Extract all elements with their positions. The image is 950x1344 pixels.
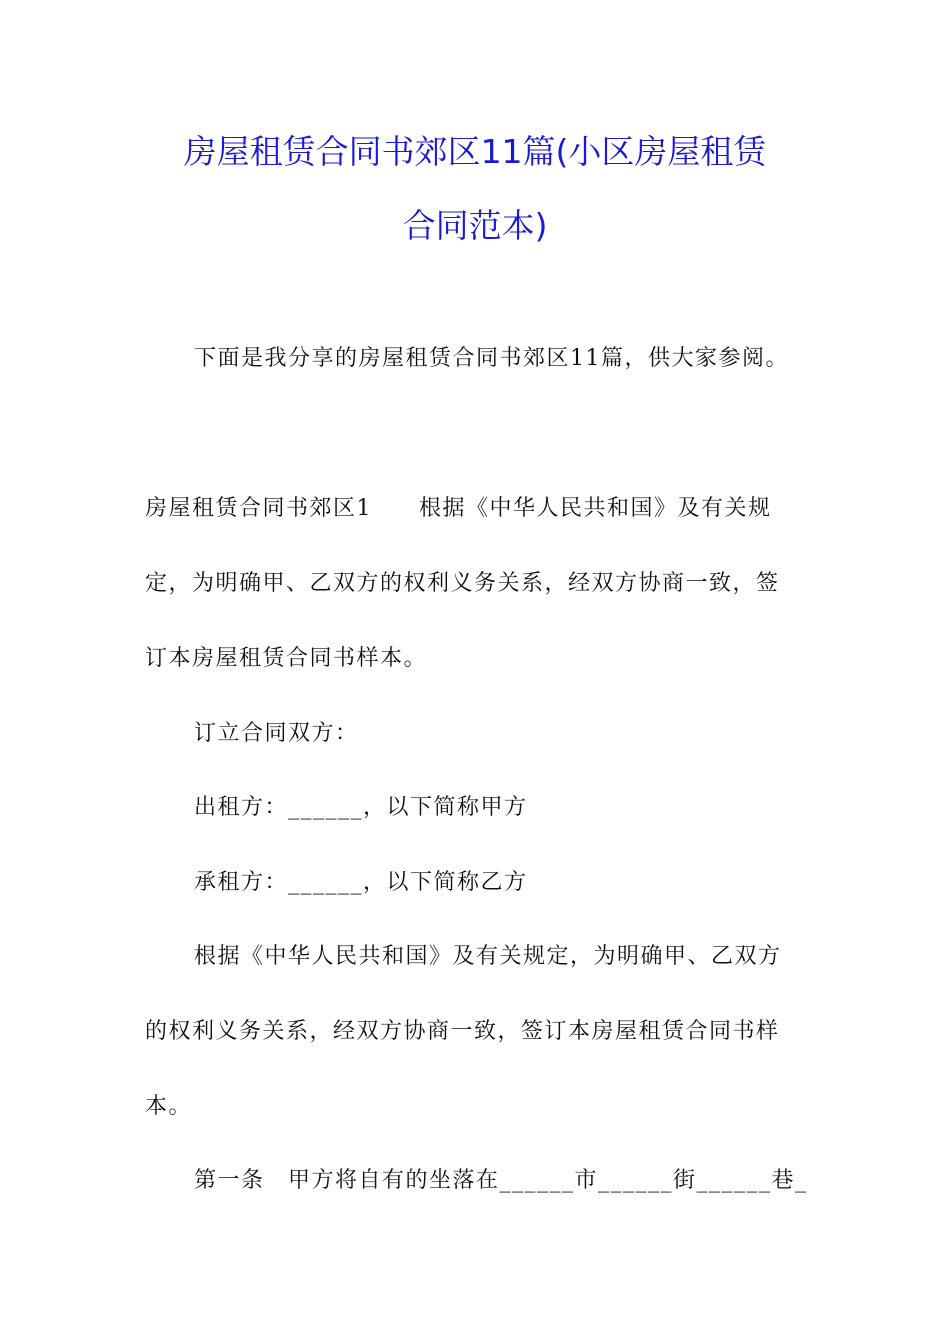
paragraph-1-line-2: 定，为明确甲、乙双方的权利义务关系，经双方协商一致，签 bbox=[145, 571, 780, 596]
paragraph-1-line-1: 房屋租赁合同书郊区1 根据《中华人民共和国》及有关规 bbox=[145, 496, 772, 521]
paragraph-1-line-3: 订本房屋租赁合同书样本。 bbox=[145, 646, 428, 671]
intro-paragraph: 下面是我分享的房屋租赁合同书郊区11篇，供大家参阅。 bbox=[194, 346, 789, 371]
paragraph-2-line-3: 本。 bbox=[145, 1094, 193, 1119]
article-1-line: 第一条 甲方将自有的坐落在______市______街______巷_ bbox=[194, 1168, 808, 1193]
lessee-line: 承租方：______，以下简称乙方 bbox=[194, 870, 528, 895]
document-title-line-2: 合同范本) bbox=[402, 206, 548, 245]
parties-heading: 订立合同双方： bbox=[194, 721, 359, 746]
paragraph-2-line-1: 根据《中华人民共和国》及有关规定，为明确甲、乙双方 bbox=[194, 944, 782, 969]
document-title-line-1: 房屋租赁合同书郊区11篇(小区房屋租赁 bbox=[183, 132, 767, 171]
paragraph-2-line-2: 的权利义务关系，经双方协商一致，签订本房屋租赁合同书样 bbox=[145, 1019, 780, 1044]
lessor-line: 出租方：______，以下简称甲方 bbox=[194, 795, 528, 820]
